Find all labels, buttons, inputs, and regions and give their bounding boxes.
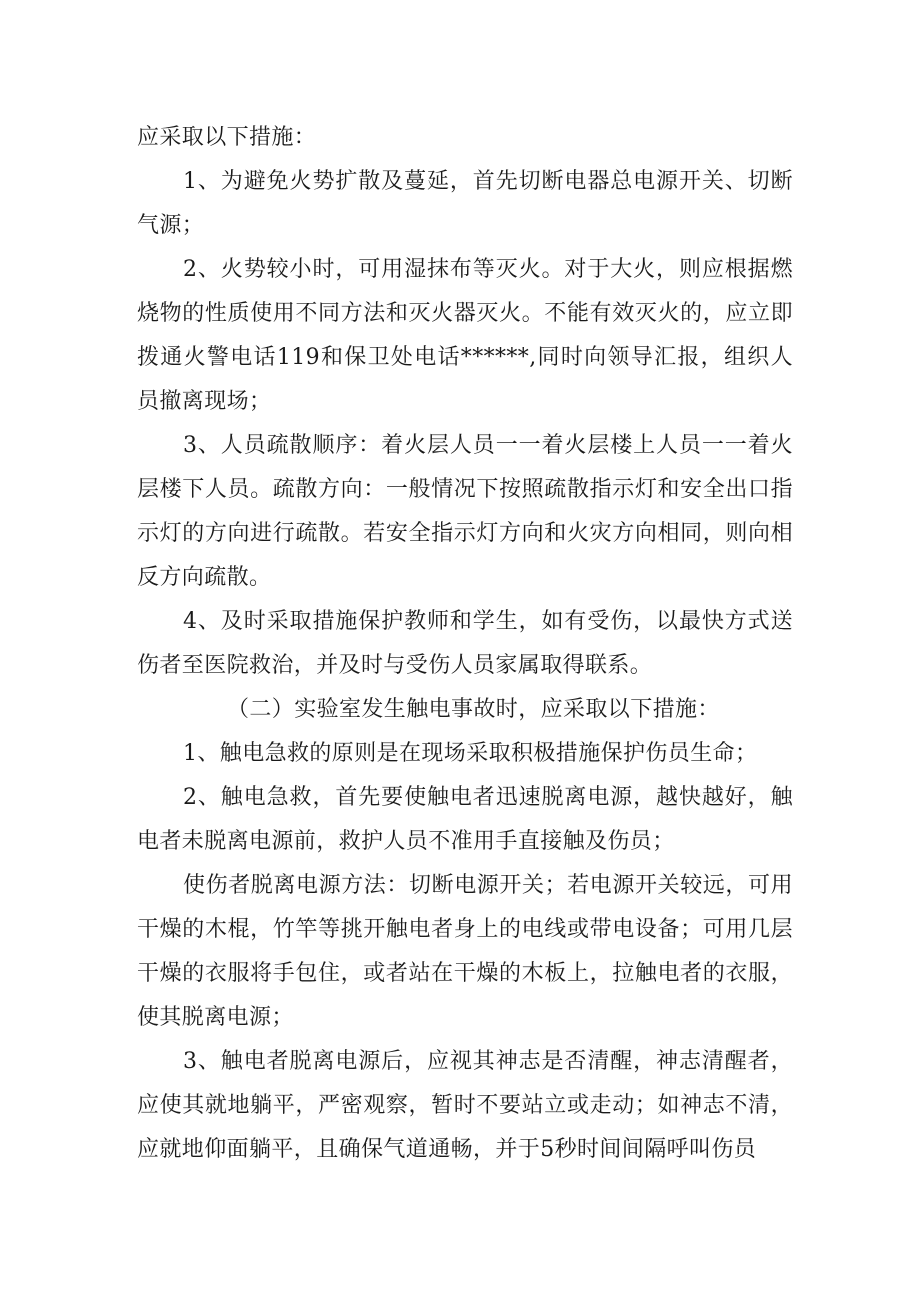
paragraph-fire-step-1: 1、为避免火势扩散及蔓延，首先切断电器总电源开关、切断气源； <box>137 169 793 238</box>
paragraph-fire-step-4: 4、及时采取措施保护教师和学生，如有受伤，以最快方式送伤者至医院救治，并及时与受伤人员家属取得联系。 <box>137 609 793 678</box>
paragraph-fire-step-3: 3、人员疏散顺序：着火层人员一一着火层楼上人员一一着火层楼下人员。疏散方向：一般情况下按照疏散指示灯和安全出口指示灯的方向进行疏散。若安全指示灯方向和火灾方向相同，则向相反方向疏散。 <box>137 433 793 590</box>
paragraph-fire-step-2: 2、火势较小时，可用湿抹布等灭火。对于大火，则应根据燃烧物的性质使用不同方法和灭火器灭火。不能有效灭火的，应立即拨通火警电话119和保卫处电话******,同时向领导汇报，组织人员撤离现场； <box>137 257 793 414</box>
paragraph-shock-method: 使伤者脱离电源方法：切断电源开关；若电源开关较远，可用干燥的木棍，竹竿等挑开触电者身上的电线或带电设备；可用几层干燥的衣服将手包住，或者站在干燥的木板上，拉触电者的衣服，使其脱离电源； <box>137 873 793 1030</box>
document-body <box>137 116 793 1172</box>
paragraph-shock-step-3: 3、触电者脱离电源后，应视其神志是否清醒，神志清醒者，应使其就地躺平，严密观察，暂时不要站立或走动；如神志不清，应就地仰面躺平，且确保气道通畅，并于5秒时间间隔呼叫伤员 <box>137 1049 793 1162</box>
paragraph-shock-step-2: 2、触电急救，首先要使触电者迅速脱离电源，越快越好，触电者未脱离电源前，救护人员不准用手直接触及伤员； <box>137 785 793 854</box>
paragraph-intro: 应采取以下措施： <box>137 125 317 150</box>
paragraph-shock-step-1: 1、触电急救的原则是在现场采取积极措施保护伤员生命； <box>183 741 758 766</box>
section-heading-electric-shock: （二）实验室发生触电事故时，应采取以下措施： <box>227 697 720 722</box>
